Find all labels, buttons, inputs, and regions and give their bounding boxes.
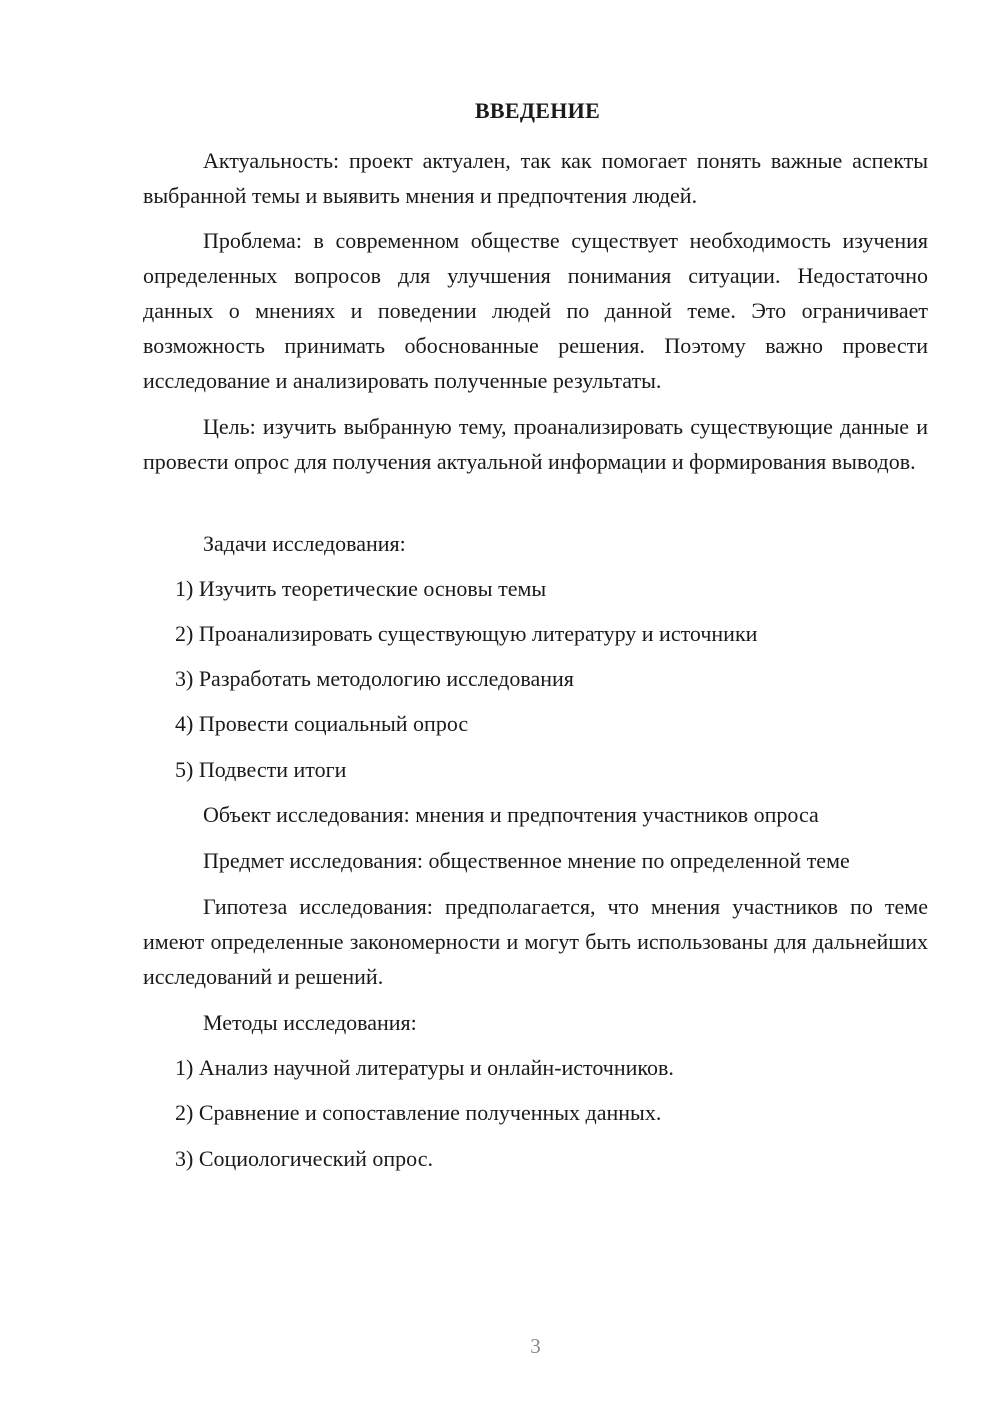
hypothesis-paragraph: Гипотеза исследования: предполагается, что мнения участников по теме имеют определенные закономерности и могут быть использованы для дальнейших исследований и решений. [143,894,928,989]
relevance-paragraph: Актуальность: проект актуален, так как помогает понять важные аспекты выбранной темы и выявить мнения и предпочтения людей. [143,148,928,208]
page-number: 3 [530,1334,541,1358]
task-item: 2) Проанализировать существующую литературу и источники [175,621,758,646]
tasks-heading: Задачи исследования: [203,531,406,556]
methods-heading: Методы исследования: [203,1010,417,1035]
object-line: Объект исследования: мнения и предпочтения участников опроса [203,802,819,827]
goal-paragraph: Цель: изучить выбранную тему, проанализировать существующие данные и провести опрос для получения актуальной информации и формирования выводов. [143,414,928,474]
page-title: ВВЕДЕНИЕ [474,98,601,123]
problem-paragraph: Проблема: в современном обществе существует необходимость изучения определенных вопросов для улучшения понимания ситуации. Недостаточно данных о мнениях и поведении людей по данной теме. Это ограничивает возможность принимать обоснованные решения. Поэтому важно провести исследование и анализировать полученные результаты. [143,228,928,393]
subject-line: Предмет исследования: общественное мнение по определенной теме [203,848,850,873]
task-item: 4) Провести социальный опрос [175,711,469,736]
task-item: 3) Разработать методологию исследования [175,666,574,691]
task-item: 1) Изучить теоретические основы темы [175,576,547,601]
method-item: 1) Анализ научной литературы и онлайн-источников. [175,1055,674,1080]
method-item: 3) Социологический опрос. [175,1146,433,1171]
task-item: 5) Подвести итоги [175,757,347,782]
method-item: 2) Сравнение и сопоставление полученных данных. [175,1100,662,1125]
